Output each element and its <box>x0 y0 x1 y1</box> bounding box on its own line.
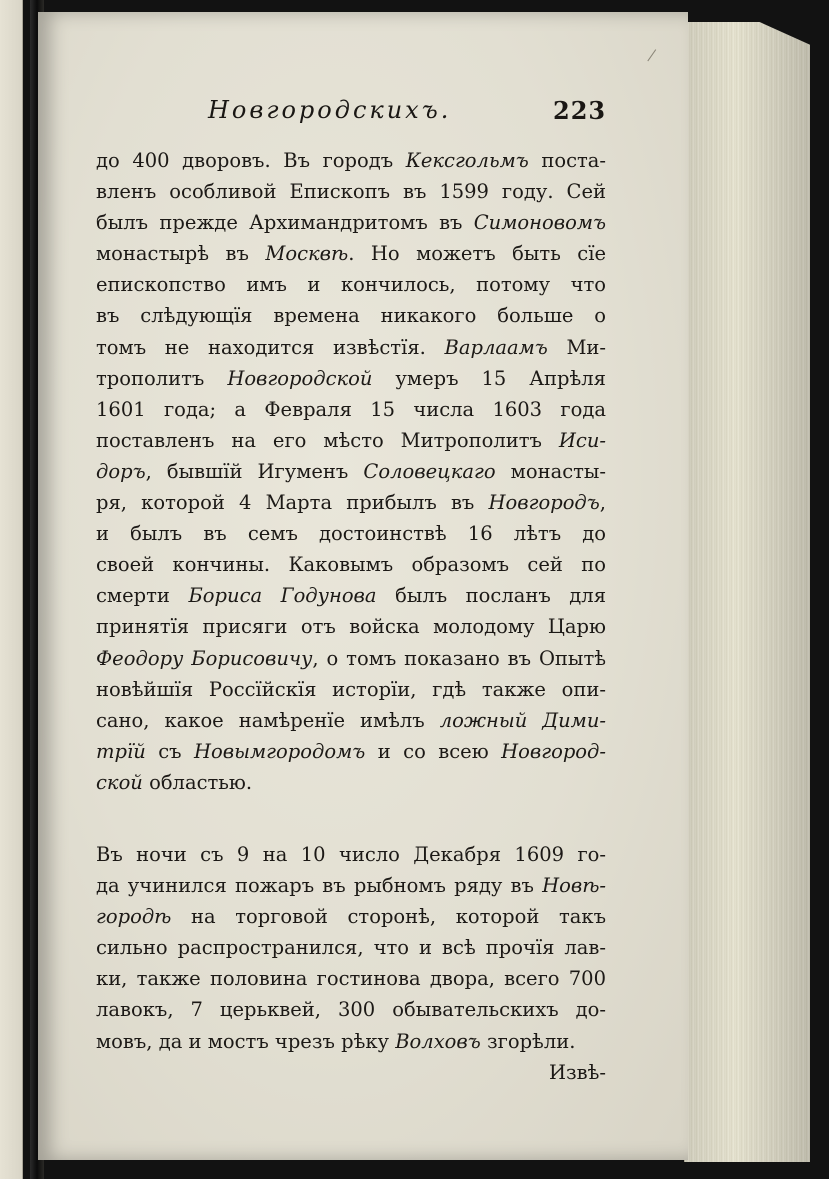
italic-name: доръ <box>96 459 146 483</box>
text-line <box>96 705 606 736</box>
text-line <box>96 839 606 870</box>
text-line <box>96 238 606 269</box>
text-segment: трополитъ <box>96 366 228 390</box>
text-segment: съ <box>145 739 195 763</box>
italic-name: Кексгольмъ <box>405 149 529 172</box>
text-segment: , бывшїй Игуменъ <box>145 459 364 483</box>
text-segment: , о томъ показано въ Опытѣ <box>312 646 606 670</box>
text-line <box>96 643 606 674</box>
text-line <box>96 767 606 798</box>
body-text <box>96 145 606 1088</box>
italic-name: ложный Дими- <box>439 708 606 732</box>
text-line <box>96 963 606 994</box>
text-segment: принятїя присяги отъ войска молодому Царю <box>96 615 606 639</box>
paragraph <box>96 839 606 1057</box>
text-segment: згорѣли. <box>480 1029 576 1053</box>
text-line <box>96 932 606 963</box>
italic-name: трїй <box>96 739 146 763</box>
text-line <box>96 332 606 363</box>
text-segment: да учинился пожаръ въ рыбномъ ряду въ <box>96 874 543 898</box>
italic-name: ской <box>96 770 143 794</box>
italic-name: Новгород- <box>501 739 606 763</box>
text-segment: вленъ особливой Епископъ въ 1599 году. Сей <box>96 180 606 204</box>
text-segment: . Но можетъ быть сїе <box>348 242 606 266</box>
text-line <box>96 580 606 611</box>
text-line <box>96 363 606 394</box>
text-line <box>96 549 606 580</box>
text-line <box>96 456 606 487</box>
italic-name: Варлаамъ <box>444 335 548 359</box>
catchword: Извѣ- <box>549 1060 606 1084</box>
italic-name: Соловецкаго <box>363 459 496 483</box>
italic-name: Новѣ- <box>542 874 606 898</box>
text-segment: ки, также половина гостинова двора, всего 700 <box>96 967 606 991</box>
text-line <box>96 269 606 300</box>
text-line <box>96 518 606 549</box>
text-segment: мовъ, да и мостъ чрезъ рѣку <box>96 1029 396 1053</box>
page-corner-mark <box>641 45 656 62</box>
text-segment: томъ не находится извѣстїя. <box>96 335 445 359</box>
text-line <box>96 300 606 331</box>
paragraph-gap <box>96 798 606 839</box>
text-segment: лавокъ, 7 церьквей, 300 обывательскихъ до- <box>96 998 606 1022</box>
text-line <box>96 145 606 176</box>
italic-name: Новгородъ <box>488 491 600 515</box>
text-segment: и былъ въ семъ достоинствѣ 16 лѣтъ до <box>96 522 606 546</box>
text-segment: , <box>599 491 606 515</box>
text-segment: своей кончины. Каковымъ образомъ сей по <box>96 553 606 577</box>
text-segment: поставленъ на его мѣсто Митрополитъ <box>96 428 559 452</box>
text-segment: въ слѣдующїя времена никакого больше о <box>96 304 606 328</box>
text-segment: умеръ 15 Апрѣля <box>372 366 606 390</box>
italic-name: Иси- <box>558 428 606 452</box>
italic-name: Волховъ <box>395 1029 481 1053</box>
text-segment: сано, какое намѣренїе имѣлъ <box>96 708 440 732</box>
page-stack-edge <box>684 22 810 1162</box>
text-segment: Въ ночи съ 9 на 10 число Декабря 1609 го- <box>96 842 606 866</box>
left-page-edge <box>0 0 23 1179</box>
text-line <box>96 611 606 642</box>
italic-name: Симоновомъ <box>473 211 606 235</box>
text-line <box>96 736 606 767</box>
text-segment: областью. <box>142 770 253 794</box>
text-segment: монасты- <box>495 459 607 483</box>
text-segment: былъ посланъ для <box>376 584 606 608</box>
text-segment: монастырѣ въ <box>96 242 266 266</box>
italic-name: Феодору Борисовичу <box>96 646 313 670</box>
text-segment: на торговой сторонѣ, которой такъ <box>171 905 606 929</box>
text-line <box>96 394 606 425</box>
text-line <box>96 487 606 518</box>
page-number: 223 <box>553 96 607 125</box>
text-line <box>96 207 606 238</box>
italic-name: городѣ <box>96 905 172 929</box>
text-segment: былъ прежде Архимандритомъ въ <box>96 211 474 235</box>
text-line <box>96 1026 606 1057</box>
book-page <box>38 12 688 1160</box>
italic-name: Новымгородомъ <box>194 739 366 763</box>
text-line <box>96 674 606 705</box>
italic-name: Москвѣ <box>265 242 349 266</box>
italic-name: Новгородской <box>227 366 373 390</box>
text-segment: поста- <box>528 149 606 172</box>
text-segment: епископство имъ и кончилось, потому что <box>96 273 606 297</box>
paragraph <box>96 145 606 798</box>
text-line <box>96 994 606 1025</box>
text-line <box>96 425 606 456</box>
text-segment: новѣйшїя Россїйскїя исторїи, гдѣ также опи- <box>96 677 606 701</box>
text-segment: ря, которой 4 Марта прибылъ въ <box>96 491 489 515</box>
text-segment: сильно распространился, что и всѣ прочїя лав- <box>96 936 606 960</box>
text-segment: и со всею <box>365 739 502 763</box>
text-line <box>96 901 606 932</box>
text-line <box>96 870 606 901</box>
italic-name: Бориса Годунова <box>188 584 377 608</box>
text-segment: 1601 года; а Февраля 15 числа 1603 года <box>96 397 606 421</box>
text-segment: Ми- <box>547 335 606 359</box>
text-line <box>96 176 606 207</box>
running-head: Новгородскихъ. <box>208 96 452 124</box>
text-segment: до 400 дворовъ. Въ городъ <box>96 149 406 172</box>
text-segment: смерти <box>96 584 189 608</box>
